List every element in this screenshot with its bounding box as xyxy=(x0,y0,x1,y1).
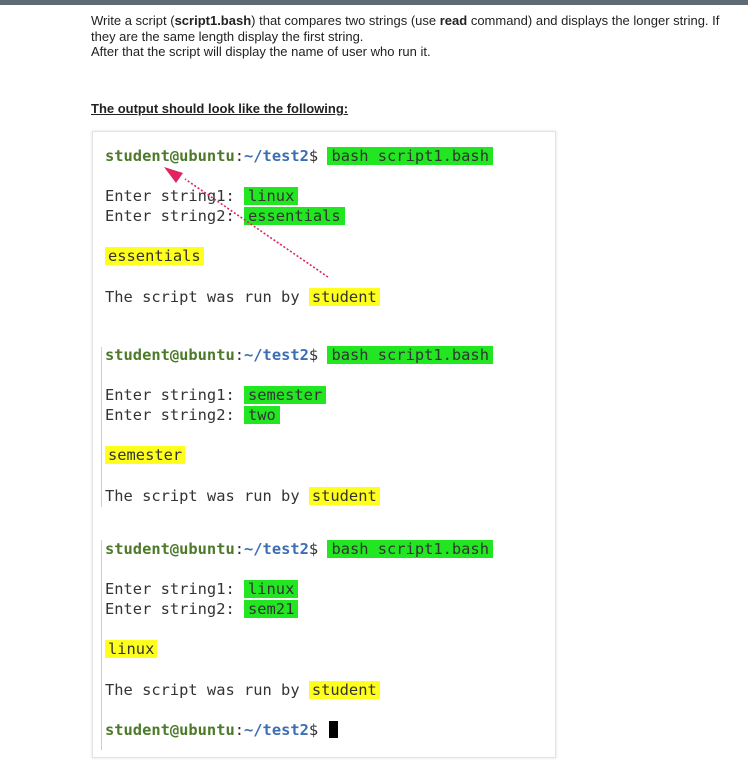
final-prompt-line: student@ubuntu:~/test2$ xyxy=(105,720,338,740)
result-line: linux xyxy=(105,639,157,659)
command-line: student@ubuntu:~/test2$ bash script1.bash xyxy=(105,146,493,166)
dotted-arrow-line xyxy=(185,179,328,277)
output-heading: The output should look like the following: xyxy=(91,101,349,116)
command-line: student@ubuntu:~/test2$ bash script1.bash xyxy=(105,345,493,365)
left-separator xyxy=(101,540,102,750)
input-line-1: Enter string1: linux xyxy=(105,186,298,206)
instruction-text: Write a script (script1.bash) that compares two strings (use read command) and displays the longer string. If they are the same length display the first string. xyxy=(91,13,720,44)
instruction-text-2: After that the script will display the name of user who run it. xyxy=(91,44,431,59)
result-line: essentials xyxy=(105,246,204,266)
input-line-1: Enter string1: semester xyxy=(105,385,326,405)
cursor-block xyxy=(329,721,338,738)
user-line: The script was run by student xyxy=(105,287,380,307)
instructions xyxy=(91,13,731,60)
result-line: semester xyxy=(105,445,185,465)
input-line-2: Enter string2: sem21 xyxy=(105,599,298,619)
command-line: student@ubuntu:~/test2$ bash script1.bash xyxy=(105,539,493,559)
arrow-head-icon xyxy=(164,167,183,183)
terminal-screenshot xyxy=(92,131,556,758)
input-line-2: Enter string2: essentials xyxy=(105,206,345,226)
input-line-1: Enter string1: linux xyxy=(105,579,298,599)
top-bar xyxy=(0,0,748,5)
user-line: The script was run by student xyxy=(105,486,380,506)
user-line: The script was run by student xyxy=(105,680,380,700)
input-line-2: Enter string2: two xyxy=(105,405,280,425)
arrow-annotation xyxy=(93,132,555,332)
left-separator xyxy=(101,347,102,507)
